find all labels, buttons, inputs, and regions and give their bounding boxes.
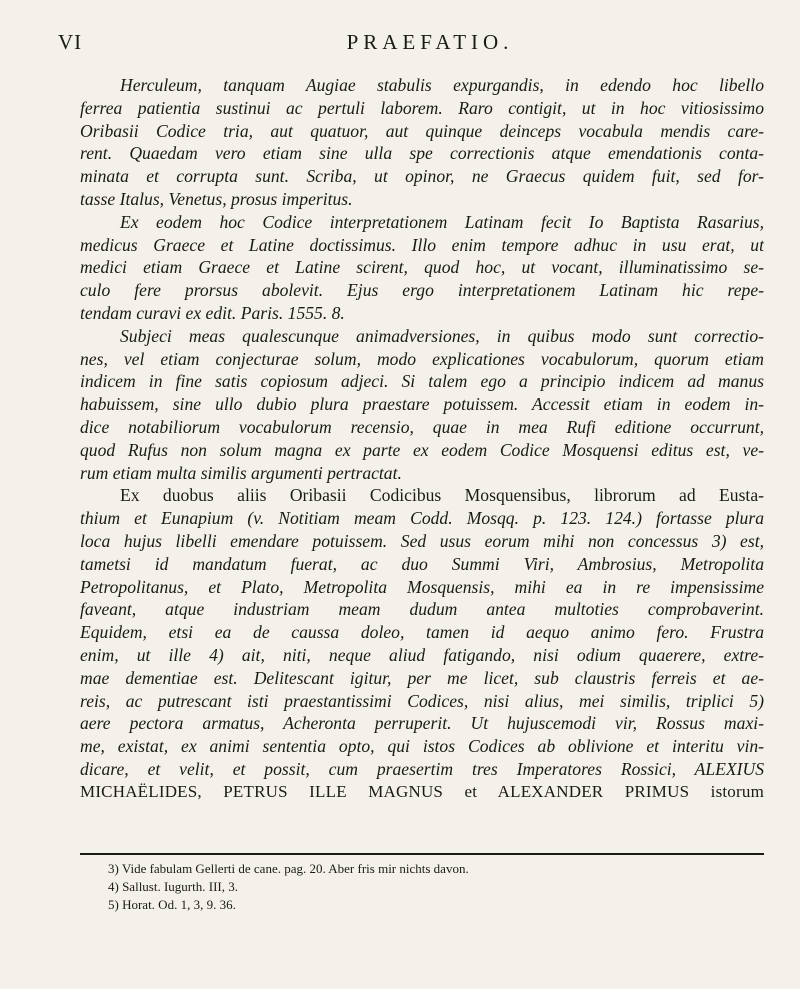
text-line: aere pectora armatus, Acheronta perruperit. Ut hujuscemodi vir, Rossus maxi- <box>80 713 764 734</box>
footnote: 3) Vide fabulam Gellerti de cane. pag. 20. Aber fris mir nichts davon. <box>108 861 469 876</box>
text-line: Petropolitanus, et Plato, Metropolita Mosquensis, mihi ea in re impensissime <box>80 576 764 597</box>
running-title: PRAEFATIO. <box>346 30 514 54</box>
text-line: enim, ut ille 4) ait, niti, neque aliud fatigando, nisi odium quaerere, extre- <box>80 644 764 665</box>
text-line: minata et corrupta sunt. Scriba, ut opinor, ne Graecus quidem fuit, sed for- <box>80 166 764 187</box>
text-line: faveant, atque industriam meam dudum antea multoties comprobaverint. <box>80 599 764 620</box>
page-number: VI <box>58 30 83 54</box>
footnote-rule <box>80 853 764 855</box>
text-line: Ex duobus aliis Oribasii Codicibus Mosquensibus, librorum ad Eusta- <box>120 485 764 506</box>
text-line: ferrea patientia sustinui ac pertuli laborem. Raro contigit, ut in hoc vitiosissimo <box>80 97 764 118</box>
text-line: thium et Eunapium (v. Notitiam meam Codd. Mosqq. p. 123. 124.) fortasse plura <box>80 508 764 529</box>
text-line: culo fere prorsus abolevit. Ejus ergo interpretationem Latinam hic repe- <box>80 280 764 301</box>
text-line: Equidem, etsi ea de caussa doleo, tamen id aequo animo fero. Frustra <box>80 622 764 643</box>
text-line: mae dementiae est. Delitescant igitur, per me licet, sub claustris ferreis et ae- <box>80 667 764 688</box>
text-line: medicus Graece et Latine doctissimus. Illo enim tempore adhuc in usu erat, ut <box>80 234 764 255</box>
text-line: me, existat, ex animi sententia opto, qui istos Codices ab oblivione et interitu vin- <box>80 736 764 757</box>
footnotes <box>108 860 668 914</box>
text-line: loca hujus libelli emendare potuissem. Sed usus eorum mihi non concessus 3) est, <box>80 530 764 551</box>
text-line: tendam curavi ex edit. Paris. 1555. 8. <box>80 302 345 323</box>
text-line: dice notabiliorum vocabulorum recensio, quae in mea Rufi editione occurrunt, <box>80 416 764 437</box>
text-line: indicem in fine satis copiosum adjeci. Si talem ego a principio indicem ad manus <box>80 371 764 392</box>
text-line: quod Rufus non solum magna ex parte ex eodem Codice Mosquensi editus est, ve- <box>80 439 764 460</box>
text-line: medici etiam Graece et Latine scirent, quod hoc, ut vocant, illuminatissimo se- <box>80 257 764 278</box>
text-line: habuissem, sine ullo dubio plura praestare potuissem. Accessit etiam in eodem in- <box>80 394 764 415</box>
text-line: nes, vel etiam conjecturae solum, modo explicationes vocabulorum, quorum etiam <box>80 348 764 369</box>
text-line: tametsi id mandatum fuerat, ac duo Summi Viri, Ambrosius, Metropolita <box>80 553 764 574</box>
text-line: Herculeum, tanquam Augiae stabulis expurgandis, in edendo hoc libello <box>120 75 764 95</box>
text-line: dicare, et velit, et possit, cum praesertim tres Imperatores Rossici, ALEXIUS <box>80 758 764 779</box>
text-line: Ex eodem hoc Codice interpretationem Latinam fecit Io Baptista Rasarius, <box>120 211 764 232</box>
page-header <box>58 30 762 64</box>
footnote: 4) Sallust. Iugurth. III, 3. <box>108 879 238 894</box>
footnote: 5) Horat. Od. 1, 3, 9. 36. <box>108 897 236 912</box>
text-line: rent. Quaedam vero etiam sine ulla spe correctionis atque emendationis conta- <box>80 143 764 164</box>
text-line: rum etiam multa similis argumenti pertractat. <box>80 462 402 483</box>
text-line: MICHAËLIDES, PETRUS ILLE MAGNUS et ALEXANDER PRIMUS istorum <box>80 781 764 801</box>
text-line: Oribasii Codice tria, aut quatuor, aut quinque deinceps vocabula mendis care- <box>80 120 764 141</box>
text-line: tasse Italus, Venetus, prosus imperitus. <box>80 188 353 209</box>
text-line: Subjeci meas qualescunque animadversiones, in quibus modo sunt correctio- <box>120 325 764 346</box>
body-text <box>80 74 764 804</box>
text-line: reis, ac putrescant isti praestantissimi Codices, nisi alius, mei similis, triplici 5) <box>80 690 764 711</box>
